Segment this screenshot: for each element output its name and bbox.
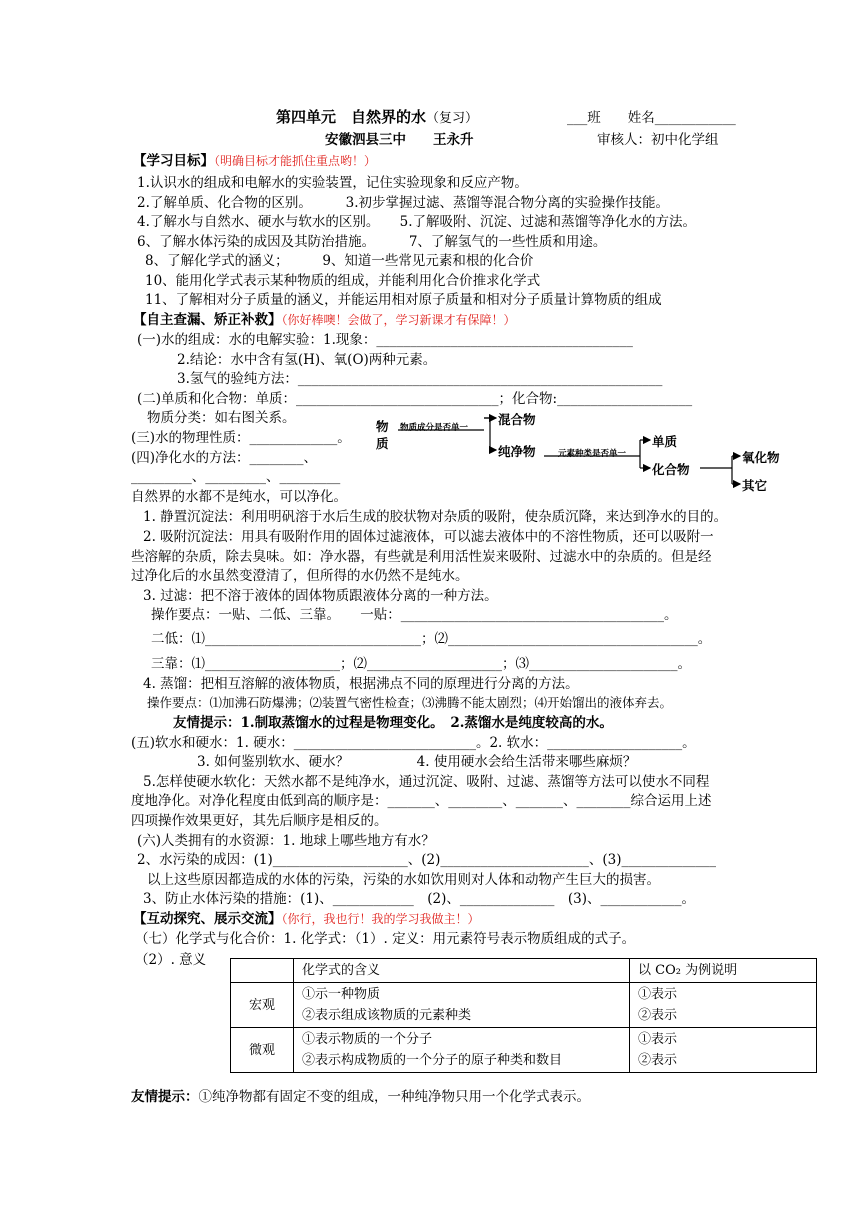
- cell-line: ①表示: [638, 1032, 678, 1047]
- text-line: 物质分类：如右图关系。: [147, 410, 296, 426]
- goal-item: 4.了解水与自然水、硬水与软水的区别。 5.了解吸附、沉淀、过滤和蒸馏等净化水的方法。: [137, 214, 697, 230]
- cell-line: ①示一种物质: [302, 987, 381, 1002]
- cell-line: ①表示物质的一个分子: [302, 1032, 433, 1047]
- interactive-hint: （你行，我也行！我的学习我做主！）: [281, 912, 480, 926]
- text-line: 2.结论：水中含有氢(H)、氧(O)两种元素。: [177, 352, 437, 368]
- text-line: (二)单质和化合物：单质：______________________________；化合物:____________________: [137, 391, 693, 407]
- friendly-tip-label: 友情提示：: [173, 715, 241, 731]
- goal-item: 11、了解相对分子质量的涵义，并能运用相对原子质量和相对分子质量计算物质的组成: [145, 292, 662, 308]
- text-line: 4. 蒸馏：把相互溶解的液体物质，根据沸点不同的原理进行分离的方法。: [143, 676, 579, 692]
- text-line: 3. 如何鉴别软水、硬水？ 4. 使用硬水会给生活带来哪些麻烦？: [197, 754, 637, 770]
- text-line: 三靠：⑴____________________；⑵____________________；⑶______________________。: [151, 656, 691, 672]
- text-line: 操作要点：⑴加沸石防爆沸；⑵装置气密性检查；⑶沸腾不能太剧烈；⑷开始馏出的液体弃去。: [147, 695, 673, 710]
- text-line: (一)水的组成：水的电解实验：1.现象：______________________________________: [137, 332, 633, 348]
- text-line: 友情提示：1.制取蒸馏水的过程是物理变化。 2.蒸馏水是纯度较高的水。: [173, 715, 613, 731]
- text-line: 自然界的水都不是纯水，可以净化。: [131, 489, 347, 505]
- edge-label-elements: 元素种类是否单一: [558, 449, 627, 459]
- text-line: 过净化后的水虽然变澄清了，但所得的水仍然不是纯水。: [131, 568, 469, 584]
- text-line: 1. 静置沉淀法：利用明矾溶于水后生成的胶状物对杂质的吸附，使杂质沉降，来达到净水的目的。: [143, 509, 728, 525]
- goal-item: 10、能用化学式表示某种物质的组成，并能利用化合价推求化学式: [145, 273, 541, 289]
- text-line: 度地净化。对净化程度由低到高的顺序是：_______、________、_______、________综合运用上述: [131, 793, 712, 809]
- goal-item: 8、了解化学式的涵义； 9、知道一些常见元素和根的化合价: [145, 253, 534, 269]
- node-pure-substance: 纯净物: [498, 444, 536, 459]
- text-line: 2. 吸附沉淀法：用具有吸附作用的固体过滤液体，可以滤去液体中的不溶性物质，还可以吸附一: [143, 529, 714, 545]
- cell-line: ①表示: [638, 987, 678, 1002]
- table-cell: [630, 1028, 817, 1073]
- author: 安徽泗县三中 王永升: [325, 132, 474, 148]
- table-group-cell: 微观: [231, 1028, 294, 1073]
- goal-item: 2.了解单质、化合物的区别。 3.初步掌握过滤、蒸馏等混合物分离的实验操作技能。: [137, 195, 670, 211]
- formula-meaning-table: [230, 958, 817, 1073]
- text-line: （2）. 意义: [135, 952, 207, 968]
- text-line: (六)人类拥有的水资源：1. 地球上哪些地方有水？: [137, 833, 435, 849]
- footer-tip: 友情提示：①纯净物都有固定不变的组成，一种纯净物只用一个化学式表示。: [131, 1089, 590, 1105]
- text-line: 3. 过滤：把不溶于液体的固体物质跟液体分离的一种方法。: [143, 588, 498, 604]
- table-cell: [630, 983, 817, 1028]
- edge-label-composition: 物质成分是否单一: [400, 423, 469, 433]
- text-line: 二低：⑴________________________________；⑵_____________________________________。: [151, 631, 712, 647]
- text-line: 5.怎样使硬水软化：天然水都不是纯净水，通过沉淀、吸附、过滤、蒸馏等方法可以使水不同程: [143, 774, 710, 790]
- table-header-cell: 以 CO₂ 为例说明: [630, 959, 817, 983]
- reviewer: 审核人：初中化学组: [597, 132, 719, 148]
- table-row: [231, 983, 817, 1028]
- goal-item: 1.认识水的组成和电解水的实验装置，记住实验现象和反应产物。: [137, 175, 528, 191]
- node-oxide: 氧化物: [742, 450, 780, 465]
- table-header-cell: [231, 959, 294, 983]
- table-group-cell: 宏观: [231, 983, 294, 1028]
- goals-hint: （明确目标才能抓住重点哟！）: [214, 154, 377, 168]
- text-line: (四)净化水的方法：________、: [131, 450, 318, 466]
- table-cell: [294, 983, 630, 1028]
- table-header-row: [231, 959, 817, 983]
- table-cell: [294, 1028, 630, 1073]
- node-compound: 化合物: [652, 462, 690, 477]
- text-line: 以上这些原因都造成的水体的污染，污染的水如饮用则对人体和动物产生巨大的损害。: [147, 872, 660, 888]
- page-title: 第四单元 自然界的水（复习）: [276, 108, 479, 126]
- cell-line: ②表示: [638, 1008, 678, 1023]
- table-row: [231, 1028, 817, 1073]
- footer-tip-label: 友情提示：: [131, 1089, 199, 1105]
- node-element: 单质: [652, 434, 678, 449]
- text-line: (三)水的物理性质：_____________。: [131, 430, 351, 446]
- self-check-hint: （你好棒噢！会做了，学习新课才有保障！）: [281, 313, 516, 327]
- interactive-heading: 【互动探究、展示交流】（你行，我也行！我的学习我做主！）: [133, 911, 480, 927]
- goal-item: 6、了解水体污染的成因及其防治措施。 7、了解氢气的一些性质和用途。: [137, 234, 607, 250]
- text-line: 3、防止水体污染的措施：(1)、____________ (2)、______________ (3)、____________。: [143, 891, 695, 907]
- node-matter: 物 质: [376, 419, 389, 451]
- text-line: _________、_________、_________: [131, 469, 341, 485]
- text-line: (五)软水和硬水：1. 硬水：___________________________。2. 软水：____________________。: [131, 735, 696, 751]
- text-line: 操作要点：一贴、二低、三靠。 一贴：_______________________________________。: [151, 607, 678, 623]
- class-name-field: ___班 姓名____________: [567, 110, 736, 126]
- self-check-heading: 【自主查漏、矫正补救】（你好棒噢！会做了，学习新课才有保障！）: [133, 312, 516, 328]
- text-line: 四项操作效果更好，其先后顺序是相反的。: [131, 813, 388, 829]
- classification-diagram: [372, 408, 792, 498]
- cell-line: ②表示构成物质的一个分子的原子种类和数目: [302, 1053, 563, 1068]
- goals-heading: 【学习目标】（明确目标才能抓住重点哟！）: [133, 153, 377, 169]
- node-mixture: 混合物: [498, 412, 536, 427]
- text-line: （七）化学式与化合价：1. 化学式：（1）. 定义：用元素符号表示物质组成的式子。: [135, 931, 636, 947]
- text-line: 些溶解的杂质，除去臭味。如：净水器，有些就是利用活性炭来吸附、过滤水中的杂质的。但是经: [131, 549, 712, 565]
- table-header-cell: 化学式的含义: [294, 959, 630, 983]
- cell-line: ②表示组成该物质的元素种类: [302, 1008, 472, 1023]
- node-other: 其它: [742, 478, 768, 493]
- cell-line: ②表示: [638, 1053, 678, 1068]
- text-line: 2、水污染的成因：(1)____________________、(2)______________________、(3)______________: [137, 852, 716, 868]
- text-line: 3.氢气的验纯方法：______________________________________________________: [177, 371, 663, 387]
